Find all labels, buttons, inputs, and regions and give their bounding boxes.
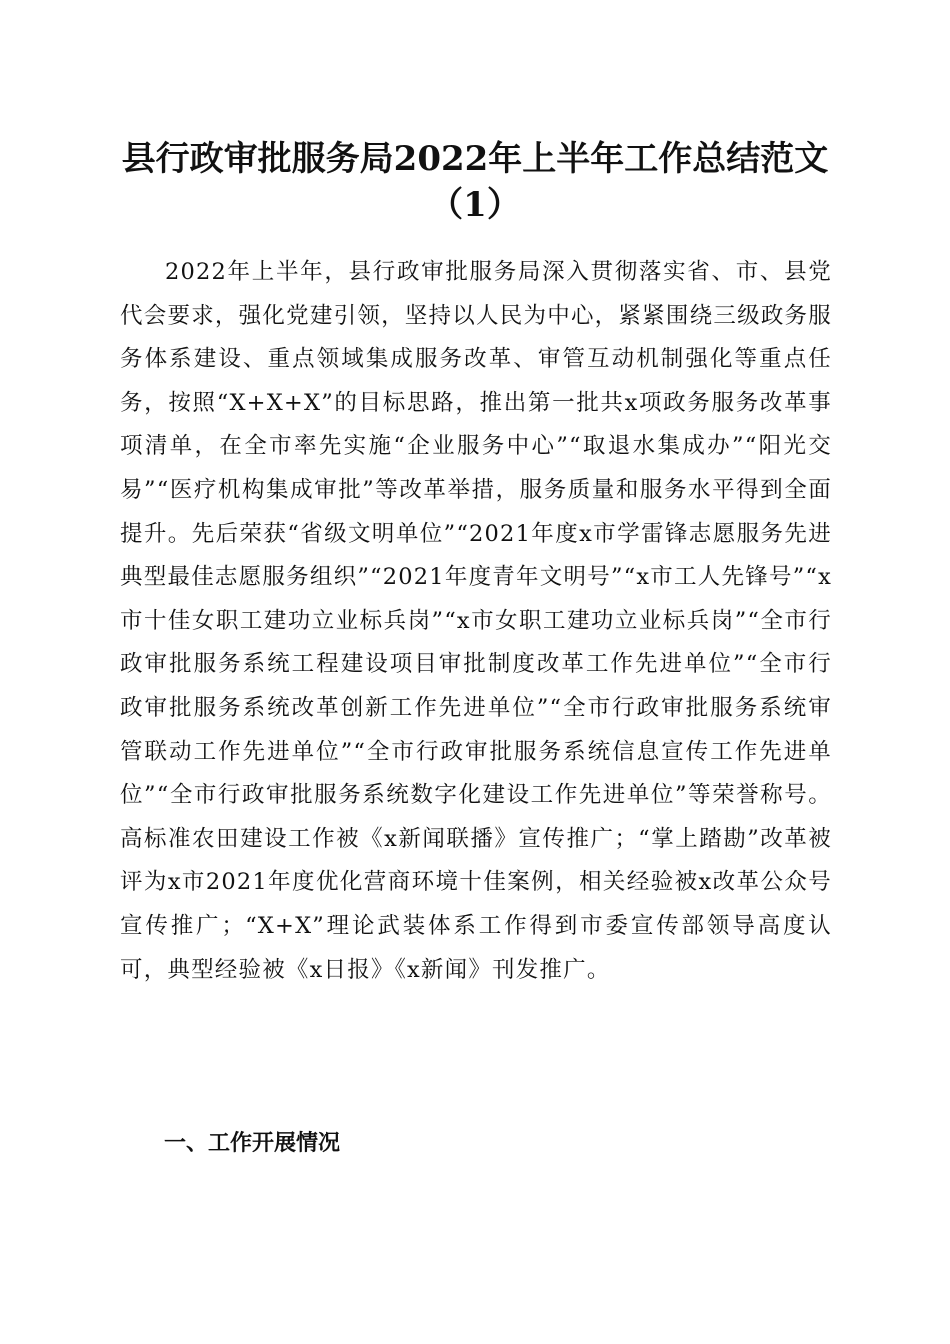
document-title: 县行政审批服务局2022年上半年工作总结范文（1） bbox=[121, 139, 829, 225]
section-heading: 一、工作开展情况 bbox=[164, 1131, 341, 1156]
intro-paragraph: 2022年上半年，县行政审批服务局深入贯彻落实省、市、县党代会要求，强化党建引领，坚持以人民为中心，紧紧围绕三级政务服务体系建设、重点领域集成服务改革、审管互动机制强化等重点任务，按照“X+X+X”的目标思路，推出第一批共x项政务服务改革事项清单，在全市率先实施“企业服务中心”“取退水集成办”“阳光交易”“医疗机构集成审批”等改革举措，服务质量和服务水平得到全面提升。先后荣获“省级文明单位”“2021年度x市学雷锋志愿服务先进典型最佳志愿服务组织”“2021年度青年文明号”“x市工人先锋号”“x市十佳女职工建功立业标兵岗”“x市女职工建功立业标兵岗”“全市行政审批服务系统工程建设项目审批制度改革工作先进单位”“全市行政审批服务系统改革创新工作先进单位”“全市行政审批服务系统审管联动工作先进单位”“全市行政审批服务系统信息宣传工作先进单位”“全市行政审批服务系统数字化建设工作先进单位”等荣誉称号。高标准农田建设工作被《x新闻联播》宣传推广；“掌上踏勘”改革被评为x市2021年度优化营商环境十佳案例，相关经验被x改革公众号宣传推广；“X+X”理论武装体系工作得到市委宣传部领导高度认可，典型经验被《x日报》《x新闻》刊发推广。 bbox=[120, 259, 832, 983]
